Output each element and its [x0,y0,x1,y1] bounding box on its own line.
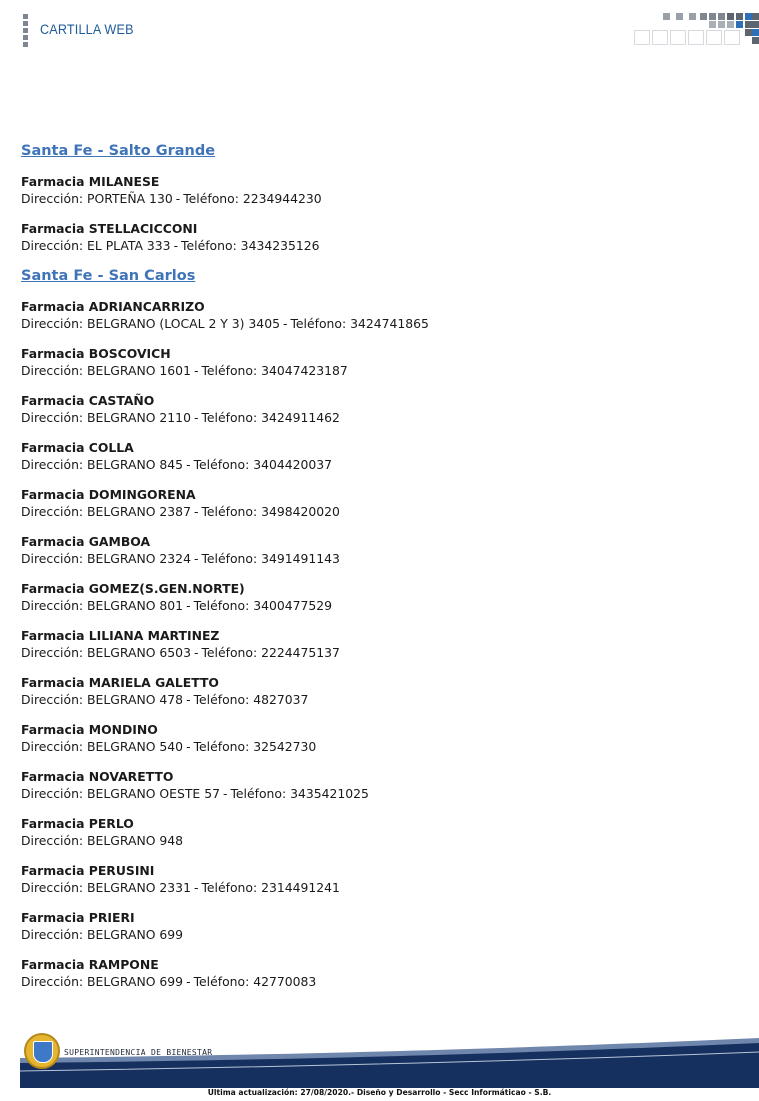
pharmacy-address-line: Dirección: BELGRANO 699 - Teléfono: 42770083 [21,974,317,989]
pharmacy-entry [21,439,741,473]
region-section [21,142,741,254]
pharmacy-address-line: Dirección: BELGRANO 2110 - Teléfono: 3424911462 [21,410,340,425]
pharmacy-name: Farmacia MONDINO [21,722,158,737]
pharmacy-entry [21,674,741,708]
pharmacy-name: Farmacia PERLO [21,816,134,831]
pharmacy-address: Dirección: BELGRANO 948 [21,833,184,848]
pharmacy-address-line: Dirección: BELGRANO 2324 - Teléfono: 3491491143 [21,551,340,566]
pharmacy-entry [21,345,741,379]
region-title[interactable]: Santa Fe - Salto Grande [21,143,216,159]
pharmacy-list [21,298,741,990]
pharmacy-address: Dirección: BELGRANO 2331 [21,880,191,895]
pharmacy-entry [21,392,741,426]
pharmacy-name: Farmacia MILANESE [21,174,160,189]
pharmacy-address: Dirección: BELGRANO 478 [21,692,184,707]
pharmacy-address-line: Dirección: PORTEÑA 130 - Teléfono: 2234944230 [21,191,322,206]
pharmacy-phone: Teléfono: 2234944230 [183,191,322,206]
pharmacy-phone: Teléfono: 34047423187 [201,363,348,378]
page-header [0,0,759,60]
pharmacy-name: Farmacia RAMPONE [21,957,159,972]
footer-update-note: Ultima actualización: 27/08/2020.- Diseño y Desarrollo - Secc Informáticao - S.B. [207,1088,552,1097]
pharmacy-name: Farmacia MARIELA GALETTO [21,675,219,690]
pharmacy-address-line: Dirección: BELGRANO OESTE 57 - Teléfono: 3435421025 [21,786,369,801]
pharmacy-address: Dirección: EL PLATA 333 [21,238,171,253]
pharmacy-name: Farmacia COLLA [21,440,134,455]
region-section [21,267,741,990]
pharmacy-name: Farmacia LILIANA MARTINEZ [21,628,220,643]
pharmacy-address-line: Dirección: BELGRANO 2331 - Teléfono: 2314491241 [21,880,340,895]
pharmacy-address: Dirección: BELGRANO 801 [21,598,184,613]
pharmacy-phone: Teléfono: 2314491241 [201,880,340,895]
pharmacy-name: Farmacia NOVARETTO [21,769,174,784]
pharmacy-entry [21,533,741,567]
footer-band [20,1038,759,1088]
pharmacy-address-line: Dirección: BELGRANO (LOCAL 2 Y 3) 3405 - Teléfono: 3424741865 [21,316,429,331]
pharmacy-entry [21,486,741,520]
pharmacy-address-line: Dirección: BELGRANO 540 - Teléfono: 32542730 [21,739,317,754]
pharmacy-name: Farmacia GAMBOA [21,534,151,549]
pharmacy-name: Farmacia GOMEZ(S.GEN.NORTE) [21,581,245,596]
pharmacy-phone: Teléfono: 3491491143 [201,551,340,566]
pharmacy-address: Dirección: BELGRANO 845 [21,457,184,472]
pharmacy-address: Dirección: BELGRANO (LOCAL 2 Y 3) 3405 [21,316,280,331]
pharmacy-phone: Teléfono: 3435421025 [230,786,369,801]
pharmacy-address: Dirección: BELGRANO 699 [21,927,184,942]
pharmacy-address-line: Dirección: EL PLATA 333 - Teléfono: 3434235126 [21,238,320,253]
pharmacy-address-line: Dirección: BELGRANO 478 - Teléfono: 4827037 [21,692,309,707]
pharmacy-name: Farmacia BOSCOVICH [21,346,171,361]
pharmacy-address: Dirección: BELGRANO 1601 [21,363,191,378]
pharmacy-entry [21,173,741,207]
pharmacy-entry [21,909,741,943]
pharmacy-phone: Teléfono: 3424911462 [201,410,340,425]
pharmacy-name: Farmacia DOMINGORENA [21,487,196,502]
footer-organization: SUPERINTENDENCIA DE BIENESTAR [64,1048,213,1057]
pharmacy-phone: Teléfono: 3498420020 [201,504,340,519]
pharmacy-entry [21,956,741,990]
pharmacy-address-line: Dirección: BELGRANO 845 - Teléfono: 3404420037 [21,457,333,472]
region-title[interactable]: Santa Fe - San Carlos [21,268,196,284]
pharmacy-name: Farmacia PERUSINI [21,863,155,878]
pharmacy-address: Dirección: BELGRANO 2324 [21,551,191,566]
pharmacy-phone: Teléfono: 3424741865 [290,316,429,331]
page-footer [0,1028,759,1101]
pharmacy-entry [21,580,741,614]
pharmacy-address-line: Dirección: BELGRANO 2387 - Teléfono: 3498420020 [21,504,340,519]
pharmacy-phone: Teléfono: 32542730 [193,739,317,754]
pharmacy-phone: Teléfono: 3404420037 [193,457,333,472]
page-title: CARTILLA WEB [40,21,134,37]
pharmacy-address: Dirección: BELGRANO 6503 [21,645,191,660]
pharmacy-phone: Teléfono: 4827037 [193,692,309,707]
pharmacy-entry [21,815,741,849]
pharmacy-name: Farmacia STELLACICCONI [21,221,198,236]
pharmacy-phone: Teléfono: 3400477529 [193,598,333,613]
pharmacy-address: Dirección: PORTEÑA 130 [21,191,173,206]
pharmacy-name: Farmacia CASTAÑO [21,393,155,408]
pharmacy-address-line: Dirección: BELGRANO 1601 - Teléfono: 34047423187 [21,363,348,378]
police-seal-icon [24,1033,60,1069]
pharmacy-address: Dirección: BELGRANO OESTE 57 [21,786,220,801]
pharmacy-address-line [21,926,741,943]
pharmacy-address-line: Dirección: BELGRANO 6503 - Teléfono: 2224475137 [21,645,340,660]
pharmacy-entry [21,768,741,802]
pharmacy-phone: Teléfono: 3434235126 [181,238,320,253]
pharmacy-phone: Teléfono: 42770083 [193,974,317,989]
pharmacy-name: Farmacia PRIERI [21,910,135,925]
pharmacy-address: Dirección: BELGRANO 699 [21,974,184,989]
pharmacy-address: Dirección: BELGRANO 540 [21,739,184,754]
header-accent-bar [23,14,28,49]
pharmacy-address: Dirección: BELGRANO 2110 [21,410,191,425]
pharmacy-address-line [21,832,741,849]
pharmacy-directory [21,142,741,1003]
pharmacy-entry [21,298,741,332]
pharmacy-entry [21,862,741,896]
pharmacy-name: Farmacia ADRIANCARRIZO [21,299,205,314]
square-grid-icon [634,12,759,48]
pharmacy-entry [21,220,741,254]
pharmacy-list [21,173,741,254]
pharmacy-phone: Teléfono: 2224475137 [201,645,340,660]
pharmacy-entry [21,627,741,661]
pharmacy-entry [21,721,741,755]
pharmacy-address-line: Dirección: BELGRANO 801 - Teléfono: 3400477529 [21,598,333,613]
pharmacy-address: Dirección: BELGRANO 2387 [21,504,191,519]
